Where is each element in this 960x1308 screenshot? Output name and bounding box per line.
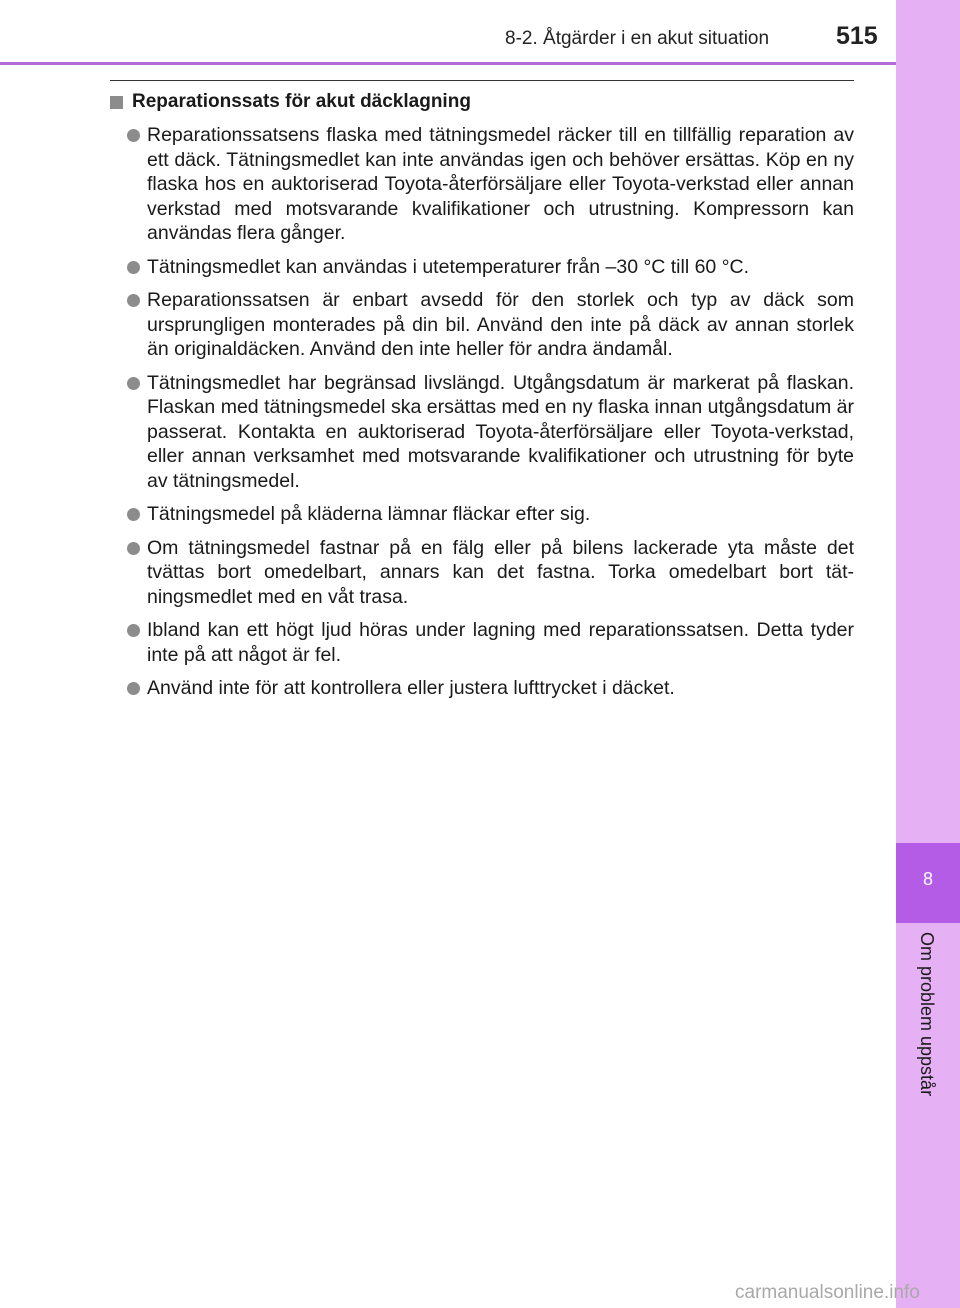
list-item-text: Använd inte för att kontrollera eller justera lufttrycket i däcket.	[147, 677, 675, 699]
page-header	[0, 0, 896, 65]
section-heading	[110, 90, 854, 114]
square-icon	[110, 96, 123, 109]
circle-bullet-icon	[127, 624, 140, 637]
list-item-text: Tätningsmedlet kan användas i utetemperaturer från –30 °C till 60 °C.	[147, 255, 749, 278]
circle-bullet-icon	[127, 508, 140, 521]
circle-bullet-icon	[127, 377, 140, 390]
chapter-sidebar	[896, 0, 960, 1308]
list-item-text: Ibland kan ett högt ljud höras under lagning med reparationssatsen. Detta tyder inte på att något är fel.	[147, 619, 854, 666]
chapter-tab[interactable]	[896, 843, 960, 923]
section-title: 8-2. Åtgärder i en akut situation	[505, 28, 770, 49]
circle-bullet-icon	[127, 542, 140, 555]
list-item-text: Reparationssatsens flaska med tätningsmedel räcker till en tillfällig reparation av ett däck. Tätningsmedlet kan inte användas igen och behöver ersättas. Köp en ny flaska hos en auktoriserad Toyota-återförsäljare eller Toyota-verkstad eller annan verkstad med motsvarande kvalifikationer och utrustning. Kompressorn kan användas flera gånger.	[147, 124, 854, 244]
circle-bullet-icon	[127, 129, 140, 142]
chapter-title: Om problem uppstår	[917, 932, 937, 1097]
list-item	[110, 536, 854, 610]
list-item	[110, 288, 854, 362]
watermark: carmanualsonline.info	[735, 1282, 920, 1303]
bullet-list	[110, 123, 854, 701]
list-item-text: Tätningsmedel på kläderna lämnar fläckar efter sig.	[147, 503, 591, 525]
list-item-text: Om tätningsmedel fastnar på en fälg eller på bilens lackerade yta måste det tvättas bort omedelbart, annars kan det fastna. Torka omedelbart bort tätningsmedlet med en våt trasa.	[147, 536, 854, 608]
list-item-text: Tätningsmedlet har begränsad livslängd. Utgångsdatum är markerat på flaskan. Flaskan med tätningsmedel ska ersättas med en ny flaska innan utgångsdatum är passerat. Kontakta en auktoriserad Toyota-återförsäljare eller Toyota-verkstad, eller annan verksamhet med motsvarande kvalifikationer och utrustning för byte av tätningsmedel.	[147, 371, 854, 492]
list-item	[110, 676, 854, 701]
list-item	[110, 123, 854, 246]
main-content	[110, 90, 854, 710]
section-heading-text: Reparationssats för akut däcklagning	[132, 91, 471, 112]
list-item-text: Reparationssatsen är enbart avsedd för den storlek och typ av däck som ursprungligen monterades på din bil. Använd den inte på däck av annan storlek än originaldäcken. Använd den inte heller för andra ändamål.	[147, 289, 854, 360]
list-item	[110, 618, 854, 667]
list-item	[110, 502, 854, 527]
list-item	[110, 371, 854, 494]
page-number: 515	[836, 22, 878, 50]
list-item	[110, 255, 854, 280]
circle-bullet-icon	[127, 682, 140, 695]
circle-bullet-icon	[127, 261, 140, 274]
circle-bullet-icon	[127, 294, 140, 307]
chapter-number: 8	[922, 869, 933, 889]
divider	[110, 80, 854, 81]
